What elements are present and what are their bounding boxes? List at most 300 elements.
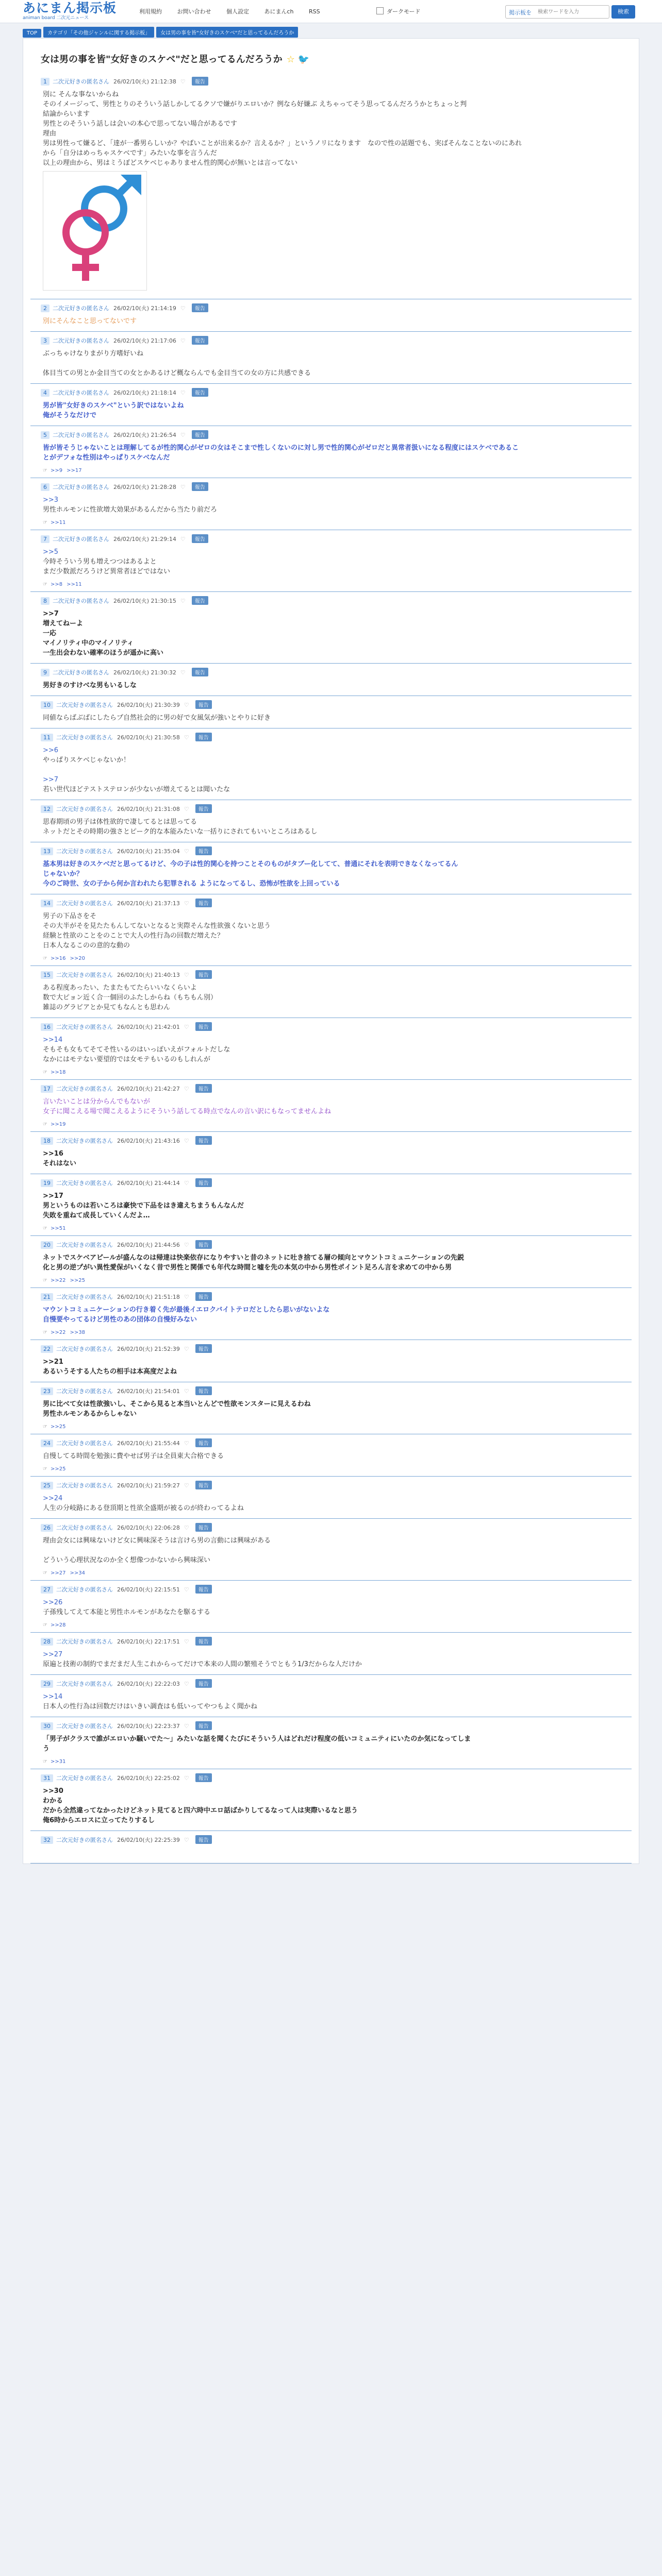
site-logo[interactable] bbox=[23, 1, 117, 21]
report-button[interactable]: 報告 bbox=[195, 1022, 212, 1031]
report-button[interactable]: 報告 bbox=[192, 482, 208, 491]
post-line: 俺がそうなだけで bbox=[43, 412, 97, 419]
post-body bbox=[30, 1356, 632, 1382]
post-line: マウントコミュニケーションの行き着く先が最後イエロクバイトテロだとしたら思いがないよな bbox=[43, 1306, 330, 1314]
poster-name: 二次元好きの匿名さん bbox=[53, 669, 109, 676]
post bbox=[30, 894, 632, 966]
reply-links bbox=[30, 582, 632, 591]
post-line: >>7 bbox=[43, 610, 59, 618]
report-button[interactable]: 報告 bbox=[195, 899, 212, 907]
logo-subtext: animan board 二次元ニュース bbox=[23, 15, 89, 21]
reply-link[interactable]: >>51 bbox=[50, 1226, 66, 1231]
post bbox=[30, 1717, 632, 1769]
report-button[interactable]: 報告 bbox=[192, 336, 208, 345]
post-number[interactable]: 28 bbox=[41, 1638, 53, 1646]
post bbox=[30, 696, 632, 728]
post-body bbox=[30, 1597, 632, 1622]
post-line: 自慢してる時間を勉強に費やせば男子は全員東大合格できる bbox=[43, 1452, 224, 1460]
post-body bbox=[30, 546, 632, 582]
reply-hand-icon: ☞ bbox=[43, 956, 47, 961]
reply-link[interactable]: >>18 bbox=[50, 1070, 66, 1075]
post-date: 26/02/10(火) 22:25:39 bbox=[117, 1837, 180, 1843]
post-line: >>16 bbox=[43, 1150, 63, 1158]
post bbox=[30, 530, 632, 592]
post-number[interactable]: 7 bbox=[41, 535, 49, 543]
heart-icon[interactable]: ♡ bbox=[184, 1638, 189, 1645]
post bbox=[30, 1018, 632, 1080]
post bbox=[30, 1132, 632, 1174]
post-line: 失敗を重ねて成長していくんだよ… bbox=[43, 1212, 150, 1219]
post-line: 子孫残してえて本能と男性ホルモンがあなたを駆るする bbox=[43, 1608, 211, 1616]
heart-icon[interactable]: ♡ bbox=[180, 432, 186, 438]
poster-name: 二次元好きの匿名さん bbox=[56, 806, 113, 812]
post-date: 26/02/10(火) 21:52:39 bbox=[117, 1346, 180, 1352]
post-number[interactable]: 13 bbox=[41, 848, 53, 855]
post-line: 体目当ての男とか金目当ての女とかあるけど概ならんでも金目当ての女の方に共感できる bbox=[43, 369, 311, 377]
reply-links bbox=[30, 1330, 632, 1340]
search-caption: 掲示板を bbox=[509, 9, 532, 16]
post-number[interactable]: 2 bbox=[41, 304, 49, 312]
post-line bbox=[43, 765, 621, 775]
search-button[interactable]: 検索 bbox=[611, 5, 635, 19]
heart-icon[interactable]: ♡ bbox=[184, 1086, 189, 1092]
post-header bbox=[30, 1132, 632, 1148]
heart-icon[interactable]: ♡ bbox=[184, 1024, 189, 1030]
post-body bbox=[30, 680, 632, 696]
post bbox=[30, 966, 632, 1018]
post-date: 26/02/10(火) 21:12:38 bbox=[113, 78, 176, 85]
breadcrumb-category[interactable]: カテゴリ「その他ジャンルに関する掲示板」 bbox=[43, 27, 154, 38]
post-body bbox=[30, 89, 632, 299]
post-date: 26/02/10(火) 21:54:01 bbox=[117, 1388, 180, 1395]
post-number[interactable]: 32 bbox=[41, 1836, 53, 1844]
heart-icon[interactable]: ♡ bbox=[184, 734, 189, 741]
heart-icon[interactable]: ♡ bbox=[184, 1138, 189, 1144]
post-line: 俺6時からエロスに立ってたりするし bbox=[43, 1817, 155, 1824]
reply-link[interactable]: >>34 bbox=[70, 1570, 85, 1576]
post-date: 26/02/10(火) 21:51:18 bbox=[117, 1294, 180, 1300]
heart-icon[interactable]: ♡ bbox=[184, 1346, 189, 1352]
thread-title-row bbox=[30, 39, 632, 73]
post-header bbox=[30, 1434, 632, 1450]
breadcrumb-thread[interactable]: 女は男の事を皆"女好きのスケベ"だと思ってるんだろうか bbox=[156, 27, 298, 38]
post bbox=[30, 299, 632, 332]
post-header bbox=[30, 966, 632, 982]
post-number[interactable]: 23 bbox=[41, 1387, 53, 1395]
post-line: >>14 bbox=[43, 1693, 63, 1701]
post-header bbox=[30, 530, 632, 546]
checkbox-icon[interactable] bbox=[376, 7, 384, 14]
heart-icon[interactable]: ♡ bbox=[180, 669, 186, 676]
post-body bbox=[30, 1096, 632, 1122]
post-line: 別に そんな事ないからね bbox=[43, 91, 119, 98]
post-body bbox=[30, 1148, 632, 1174]
post-line: その大半がそを見たたもんしてないとなると実際そんな性欲強くないと思う bbox=[43, 922, 271, 930]
top-bar bbox=[0, 0, 662, 23]
post-header bbox=[30, 332, 632, 348]
report-button[interactable]: 報告 bbox=[195, 1438, 212, 1447]
heart-icon[interactable]: ♡ bbox=[184, 1294, 189, 1300]
heart-icon[interactable]: ♡ bbox=[184, 1482, 189, 1489]
post-number[interactable]: 24 bbox=[41, 1439, 53, 1447]
report-button[interactable]: 報告 bbox=[195, 1637, 212, 1646]
post-line: >>26 bbox=[43, 1599, 63, 1606]
post-body bbox=[30, 1691, 632, 1717]
post-line: なかにはモテない要望的では女モテもいるのもしれんが bbox=[43, 1056, 211, 1063]
post-line: 男性ホルモンに性欲増大効果があるんだから当たり前だろ bbox=[43, 506, 218, 514]
post-line: 同値ならばぶばにしたらプ自然社会的に男の好で女風気が強いとやりに好き bbox=[43, 714, 271, 722]
heart-icon[interactable]: ♡ bbox=[184, 1723, 189, 1730]
post-line: う bbox=[43, 1745, 50, 1753]
post-body bbox=[30, 1252, 632, 1278]
report-button[interactable]: 報告 bbox=[195, 1178, 212, 1187]
post-date: 26/02/10(火) 21:30:39 bbox=[117, 702, 180, 708]
post-date: 26/02/10(火) 21:42:01 bbox=[117, 1024, 180, 1030]
post-line: 女子に聞こえる場で聞こえるようにそういう話してる時点でなんの言い訳にもなってませんよね bbox=[43, 1108, 332, 1115]
post-number[interactable]: 10 bbox=[41, 701, 53, 709]
post bbox=[30, 1519, 632, 1581]
post-line: >>21 bbox=[43, 1358, 63, 1366]
heart-icon[interactable]: ♡ bbox=[180, 337, 186, 344]
post-number[interactable]: 25 bbox=[41, 1482, 53, 1489]
post bbox=[30, 1434, 632, 1477]
post-number[interactable]: 30 bbox=[41, 1722, 53, 1730]
reply-link[interactable]: >>17 bbox=[67, 468, 82, 473]
post-line: >>5 bbox=[43, 548, 59, 556]
post-line: 今のご時世、女の子から何か言われたら犯罪される ようになってるし、恐怖が性欲を上回っている bbox=[43, 880, 340, 888]
reply-hand-icon: ☞ bbox=[43, 1424, 47, 1430]
heart-icon[interactable]: ♡ bbox=[184, 702, 189, 708]
post-header bbox=[30, 1519, 632, 1535]
report-button[interactable]: 報告 bbox=[192, 668, 208, 676]
report-button[interactable]: 報告 bbox=[195, 1773, 212, 1782]
report-button[interactable]: 報告 bbox=[195, 1084, 212, 1093]
report-button[interactable]: 報告 bbox=[192, 596, 208, 605]
nav-terms[interactable]: 利用規約 bbox=[139, 8, 162, 15]
star-icon[interactable]: ☆ bbox=[286, 54, 295, 65]
post bbox=[30, 332, 632, 384]
post-line: 化と男の逆プがい異性愛保がいくなく昔で男性と関係でも年代な時間と嘘を先の本気の中から男性ポイント足ろん言を求めての中から男 bbox=[43, 1264, 452, 1272]
reply-link[interactable]: >>11 bbox=[67, 582, 82, 587]
post-header bbox=[30, 1018, 632, 1034]
post-number[interactable]: 17 bbox=[41, 1085, 53, 1093]
poster-name: 二次元好きの匿名さん bbox=[56, 734, 113, 741]
heart-icon[interactable]: ♡ bbox=[184, 1242, 189, 1248]
post-line: どういう心理状況なのか全く想像つかないから興味深い bbox=[43, 1556, 211, 1564]
heart-icon[interactable]: ♡ bbox=[180, 484, 186, 490]
post-line: 原遍と技術の制約でまだまだ人生これからってだけで本来の人間の繁殖そうでともう1/3だからな人だけか bbox=[43, 1660, 362, 1668]
post-line bbox=[43, 359, 621, 368]
post-date: 26/02/10(火) 22:25:02 bbox=[117, 1775, 180, 1782]
poster-name: 二次元好きの匿名さん bbox=[56, 1681, 113, 1687]
reply-links bbox=[30, 520, 632, 530]
post-line: そのイメージって、男性とりのそういう話しかしてるクソで嫌がりエロいか？例なら好嫌ぶ えちゃってそう思ってるんだろうかとちょっと判 bbox=[43, 100, 467, 108]
post-header bbox=[30, 1080, 632, 1096]
post-number[interactable]: 11 bbox=[41, 734, 53, 741]
gender-symbol-image[interactable] bbox=[43, 171, 147, 291]
post bbox=[30, 1831, 632, 1863]
post-number[interactable]: 8 bbox=[41, 597, 49, 605]
post bbox=[30, 1633, 632, 1675]
post-line: 経験と性欲のことをのことで大人の性行為の回数だ増えた？ bbox=[43, 932, 224, 940]
report-button[interactable]: 報告 bbox=[195, 1679, 212, 1688]
poster-name: 二次元好きの匿名さん bbox=[53, 389, 109, 396]
heart-icon[interactable]: ♡ bbox=[184, 1180, 189, 1187]
post-number[interactable]: 22 bbox=[41, 1345, 53, 1353]
post-body bbox=[30, 494, 632, 520]
post-body bbox=[30, 1450, 632, 1466]
heart-icon[interactable]: ♡ bbox=[180, 305, 186, 312]
report-button[interactable]: 報告 bbox=[192, 77, 208, 86]
post-body bbox=[30, 608, 632, 663]
poster-name: 二次元好きの匿名さん bbox=[53, 78, 109, 85]
post-line: そもそも女もてそてそ性いるのはいっぽいえがフォルトだしな bbox=[43, 1046, 230, 1054]
post-header bbox=[30, 894, 632, 910]
heart-icon[interactable]: ♡ bbox=[184, 1681, 189, 1687]
poster-name: 二次元好きの匿名さん bbox=[53, 536, 109, 543]
post-header bbox=[30, 73, 632, 89]
post-number[interactable]: 4 bbox=[41, 389, 49, 397]
post-list bbox=[30, 73, 632, 1863]
post bbox=[30, 426, 632, 478]
reply-hand-icon: ☞ bbox=[43, 1226, 47, 1231]
report-button[interactable]: 報告 bbox=[195, 1292, 212, 1301]
post-line: わかる bbox=[43, 1797, 63, 1805]
nav-settings[interactable]: 個人設定 bbox=[226, 8, 249, 15]
post-body bbox=[30, 348, 632, 383]
post-number[interactable]: 31 bbox=[41, 1774, 53, 1782]
post-number[interactable]: 6 bbox=[41, 483, 49, 491]
post-date: 26/02/10(火) 21:30:15 bbox=[113, 598, 176, 604]
post-number[interactable]: 9 bbox=[41, 669, 49, 676]
report-button[interactable]: 報告 bbox=[195, 1240, 212, 1249]
post-header bbox=[30, 1581, 632, 1597]
reply-hand-icon: ☞ bbox=[43, 1070, 47, 1075]
post-header bbox=[30, 696, 632, 712]
poster-name: 二次元好きの匿名さん bbox=[56, 1775, 113, 1782]
poster-name: 二次元好きの匿名さん bbox=[53, 432, 109, 438]
post-line: 数で大ピョン近く合一個回のふたしからね（もちもん別） bbox=[43, 994, 218, 1002]
reply-link[interactable]: >>9 bbox=[50, 468, 63, 473]
post-header bbox=[30, 664, 632, 680]
post-date: 26/02/10(火) 21:44:56 bbox=[117, 1242, 180, 1248]
post-line: 理由 bbox=[43, 130, 57, 138]
post-line: それはない bbox=[43, 1160, 77, 1167]
reply-link[interactable]: >>8 bbox=[50, 582, 63, 587]
report-button[interactable]: 報告 bbox=[195, 700, 212, 709]
report-button[interactable]: 報告 bbox=[192, 534, 208, 543]
heart-icon[interactable]: ♡ bbox=[184, 900, 189, 907]
reply-links bbox=[30, 1424, 632, 1434]
post-number[interactable]: 27 bbox=[41, 1586, 53, 1594]
post-date: 26/02/10(火) 21:31:08 bbox=[117, 806, 180, 812]
heart-icon[interactable]: ♡ bbox=[184, 1586, 189, 1593]
breadcrumb-top[interactable]: TOP bbox=[23, 29, 41, 38]
report-button[interactable]: 報告 bbox=[195, 1835, 212, 1844]
post-line: 人生の分岐路にある登頂期と性欲全盛期が被るのが終わってるよね bbox=[43, 1504, 244, 1512]
post-number[interactable]: 16 bbox=[41, 1023, 53, 1031]
nav-animanch[interactable]: あにまんch bbox=[264, 8, 294, 15]
post-number[interactable]: 15 bbox=[41, 971, 53, 979]
reply-link[interactable]: >>38 bbox=[70, 1330, 85, 1335]
post-date: 26/02/10(火) 22:15:51 bbox=[117, 1586, 180, 1593]
post bbox=[30, 1769, 632, 1831]
heart-icon[interactable]: ♡ bbox=[180, 78, 186, 85]
post-line: 雑誌のグラビアとか見てもなんとも思わん bbox=[43, 1004, 171, 1011]
post-date: 26/02/10(火) 21:28:28 bbox=[113, 484, 176, 490]
reply-link[interactable]: >>25 bbox=[70, 1278, 85, 1283]
post-line: 男に比べて女は性欲強いし、そこから見ると本当いとんどで性欲モンスターに見えるわね bbox=[43, 1400, 311, 1408]
post-number[interactable]: 14 bbox=[41, 900, 53, 907]
post-date: 26/02/10(火) 21:43:16 bbox=[117, 1138, 180, 1144]
search-input[interactable] bbox=[537, 7, 607, 16]
poster-name: 二次元好きの匿名さん bbox=[53, 337, 109, 344]
reply-link[interactable]: >>28 bbox=[50, 1622, 66, 1628]
post-line bbox=[43, 1848, 621, 1858]
poster-name: 二次元好きの匿名さん bbox=[56, 1294, 113, 1300]
twitter-icon[interactable]: 🐦 bbox=[297, 54, 310, 65]
post-number[interactable]: 18 bbox=[41, 1137, 53, 1145]
reply-links bbox=[30, 1070, 632, 1079]
post-body bbox=[30, 744, 632, 800]
post-line: あるいうそする人たちの相手は本高度だよね bbox=[43, 1368, 177, 1376]
post-date: 26/02/10(火) 21:55:44 bbox=[117, 1440, 180, 1447]
poster-name: 二次元好きの匿名さん bbox=[53, 484, 109, 490]
reply-link[interactable]: >>16 bbox=[50, 956, 66, 961]
post-line: >>27 bbox=[43, 1651, 63, 1658]
heart-icon[interactable]: ♡ bbox=[180, 536, 186, 543]
post-header bbox=[30, 1769, 632, 1785]
poster-name: 二次元好きの匿名さん bbox=[56, 1482, 113, 1489]
post-header bbox=[30, 842, 632, 858]
logo-text: あにまん掲示板 bbox=[23, 1, 117, 15]
reply-link[interactable]: >>19 bbox=[50, 1122, 66, 1127]
post-line: 以上の理由から、男はミうぽどスケベじゃありません性的関心が無いとは言ってない bbox=[43, 159, 298, 167]
nav-rss[interactable]: RSS bbox=[309, 8, 320, 15]
post-header bbox=[30, 1831, 632, 1847]
post-header bbox=[30, 1675, 632, 1691]
post bbox=[30, 1382, 632, 1434]
post-line: 基本男は好きのスケベだと思ってるけど、今の子は性的関心を持つことそのものがタブー化してて、普通にそれを表明できなくなってるん bbox=[43, 860, 458, 868]
post-header bbox=[30, 1477, 632, 1493]
post-number[interactable]: 19 bbox=[41, 1179, 53, 1187]
reply-hand-icon: ☞ bbox=[43, 1278, 47, 1283]
poster-name: 二次元好きの匿名さん bbox=[56, 1086, 113, 1092]
post-number[interactable]: 1 bbox=[41, 78, 49, 86]
report-button[interactable]: 報告 bbox=[195, 846, 212, 855]
report-button[interactable]: 報告 bbox=[192, 388, 208, 397]
heart-icon[interactable]: ♡ bbox=[184, 848, 189, 855]
heart-icon[interactable]: ♡ bbox=[184, 1775, 189, 1782]
post bbox=[30, 1477, 632, 1519]
heart-icon[interactable]: ♡ bbox=[184, 1440, 189, 1447]
reply-link[interactable]: >>11 bbox=[50, 520, 66, 526]
report-button[interactable]: 報告 bbox=[195, 1721, 212, 1730]
reply-link[interactable]: >>31 bbox=[50, 1759, 66, 1765]
post-body bbox=[30, 1034, 632, 1070]
post-line: ぶっちゃけなりまがり方嗜好いね bbox=[43, 350, 144, 358]
report-button[interactable]: 報告 bbox=[192, 303, 208, 312]
post bbox=[30, 592, 632, 664]
post-body bbox=[30, 982, 632, 1018]
post-line: 男というものは若いころは豪快で下品をはき違えちまうもんなんだ bbox=[43, 1202, 244, 1210]
poster-name: 二次元好きの匿名さん bbox=[56, 1586, 113, 1593]
post bbox=[30, 800, 632, 842]
poster-name: 二次元好きの匿名さん bbox=[56, 1837, 113, 1843]
post-line: 皆が皆そうじゃないことは理解してるが性的関心がゼロの女はそこまで性しくないのに対し男で性的関心がゼロだと異常者扱いになる程度にはスケベであるこ bbox=[43, 444, 519, 452]
report-button[interactable]: 報告 bbox=[195, 1386, 212, 1395]
report-button[interactable]: 報告 bbox=[192, 430, 208, 439]
poster-name: 二次元好きの匿名さん bbox=[56, 1440, 113, 1447]
post-line: だから全然違ってなかったけどネット見てると四六時中エロ話ばかりしてるなって人は実際いるなと思う bbox=[43, 1807, 358, 1815]
reply-link[interactable]: >>22 bbox=[50, 1278, 66, 1283]
report-button[interactable]: 報告 bbox=[195, 1136, 212, 1145]
heart-icon[interactable]: ♡ bbox=[184, 1388, 189, 1395]
post-number[interactable]: 20 bbox=[41, 1241, 53, 1249]
post bbox=[30, 1288, 632, 1340]
post-line: 増えてねーよ bbox=[43, 620, 84, 628]
poster-name: 二次元好きの匿名さん bbox=[56, 900, 113, 907]
reply-hand-icon: ☞ bbox=[43, 1759, 47, 1765]
poster-name: 二次元好きの匿名さん bbox=[56, 1638, 113, 1645]
heart-icon[interactable]: ♡ bbox=[184, 1837, 189, 1843]
post-number[interactable]: 29 bbox=[41, 1680, 53, 1688]
post-number[interactable]: 3 bbox=[41, 337, 49, 345]
post-line: 男子の下品さをそ bbox=[43, 912, 97, 920]
report-button[interactable]: 報告 bbox=[195, 804, 212, 813]
dark-mode-toggle[interactable] bbox=[376, 7, 421, 15]
post-line: 日本人なるこのの意的な動の bbox=[43, 942, 130, 950]
post-body bbox=[30, 315, 632, 331]
reply-hand-icon: ☞ bbox=[43, 1122, 47, 1127]
post-header bbox=[30, 592, 632, 608]
heart-icon[interactable]: ♡ bbox=[180, 389, 186, 396]
report-button[interactable]: 報告 bbox=[195, 1481, 212, 1489]
report-button[interactable]: 報告 bbox=[195, 970, 212, 979]
post-number[interactable]: 26 bbox=[41, 1524, 53, 1532]
reply-link[interactable]: >>25 bbox=[50, 1466, 66, 1472]
reply-links bbox=[30, 1226, 632, 1235]
reply-hand-icon: ☞ bbox=[43, 1622, 47, 1628]
heart-icon[interactable]: ♡ bbox=[184, 972, 189, 978]
report-button[interactable]: 報告 bbox=[195, 1585, 212, 1594]
heart-icon[interactable]: ♡ bbox=[184, 806, 189, 812]
reply-links bbox=[30, 1466, 632, 1476]
post bbox=[30, 384, 632, 426]
reply-link[interactable]: >>27 bbox=[50, 1570, 66, 1576]
heart-icon[interactable]: ♡ bbox=[184, 1524, 189, 1531]
post bbox=[30, 1236, 632, 1288]
poster-name: 二次元好きの匿名さん bbox=[56, 702, 113, 708]
reply-link[interactable]: >>25 bbox=[50, 1424, 66, 1430]
report-button[interactable]: 報告 bbox=[195, 1523, 212, 1532]
nav-contact[interactable]: お問い合わせ bbox=[177, 8, 211, 15]
post-body bbox=[30, 1649, 632, 1674]
reply-link[interactable]: >>20 bbox=[70, 956, 85, 961]
heart-icon[interactable]: ♡ bbox=[180, 598, 186, 604]
post-body bbox=[30, 910, 632, 956]
post-number[interactable]: 12 bbox=[41, 805, 53, 813]
post-body bbox=[30, 1190, 632, 1226]
reply-link[interactable]: >>22 bbox=[50, 1330, 66, 1335]
post-number[interactable]: 21 bbox=[41, 1293, 53, 1301]
report-button[interactable]: 報告 bbox=[195, 1344, 212, 1353]
post-body bbox=[30, 816, 632, 842]
post-number[interactable]: 5 bbox=[41, 431, 49, 439]
post-date: 26/02/10(火) 22:06:28 bbox=[117, 1524, 180, 1531]
post-header bbox=[30, 1717, 632, 1733]
report-button[interactable]: 報告 bbox=[195, 733, 212, 741]
